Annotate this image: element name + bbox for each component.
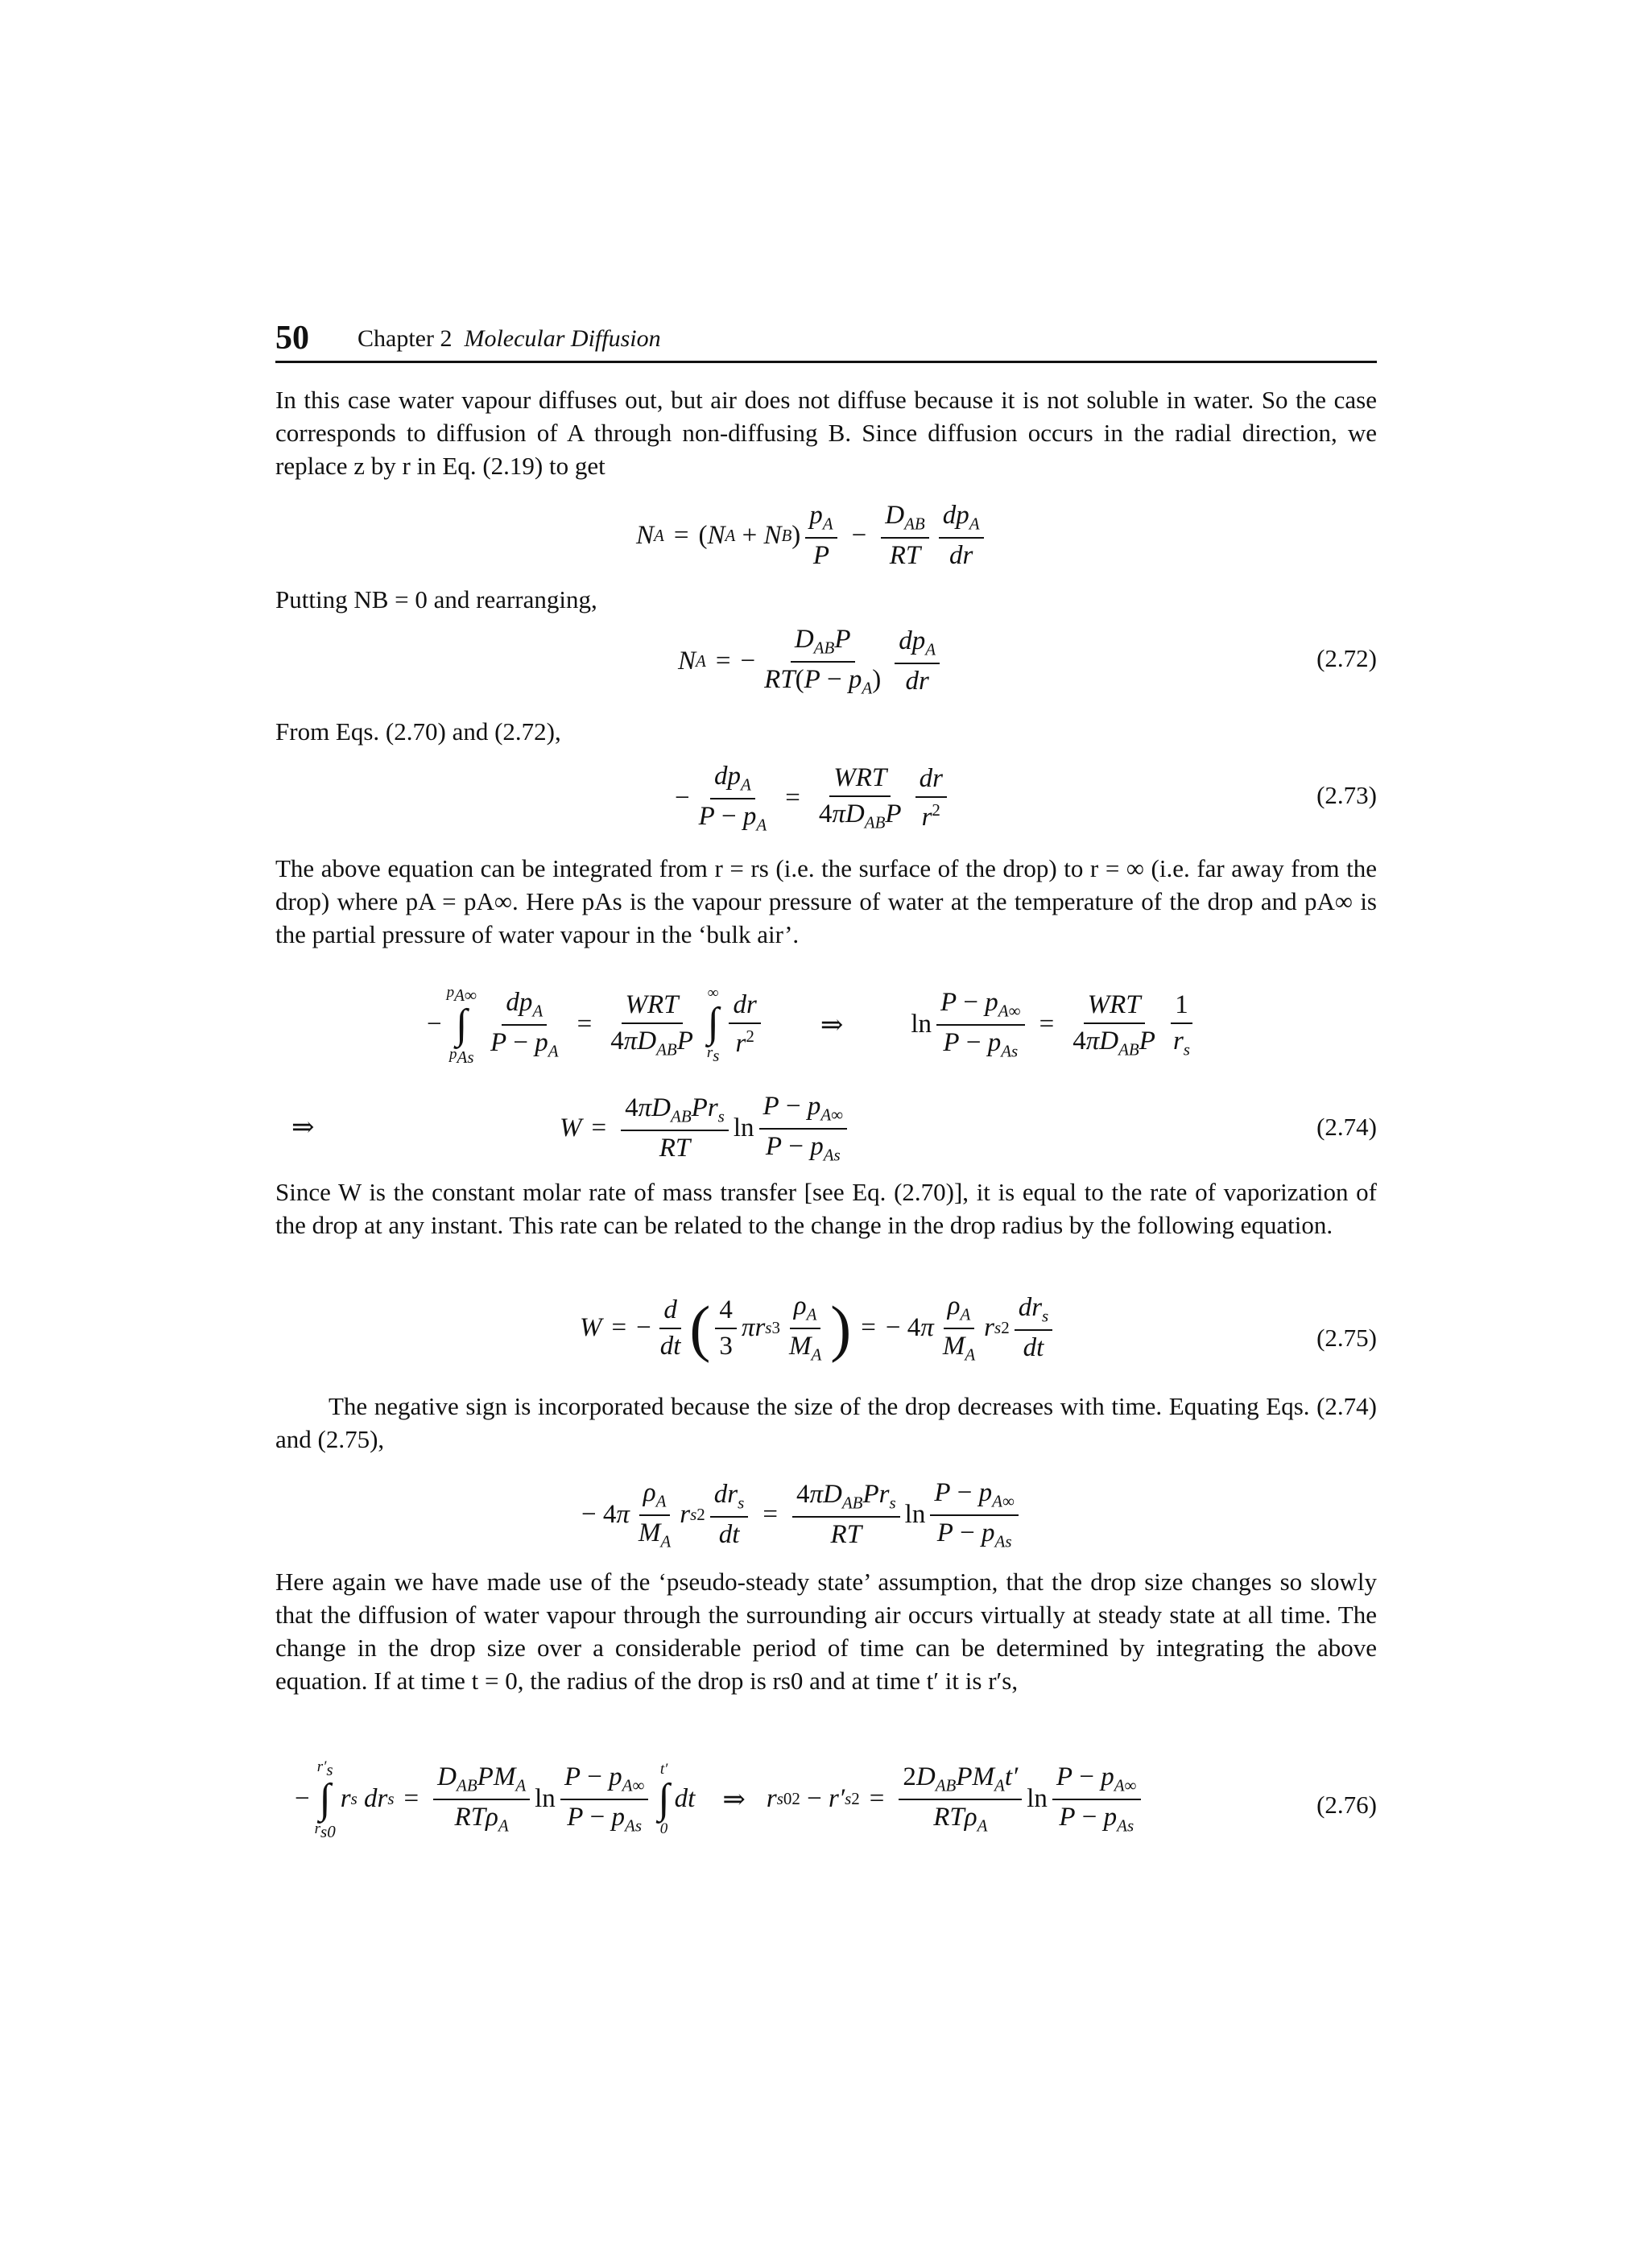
implies-arrow: ⇒ <box>820 1010 844 1040</box>
equation-equated: − 4 π $\frac{\rho_A}{M_A}$ r s 2 $\frac{dr_s}{dt}$ = $\frac{4\pi D_{AB}Pr_s}{RT}$ ln $\frac{P - p_{A\infty}}{P - p_{As}}$ <box>581 1478 1023 1551</box>
equation-2-76: − $r'_s$ ∫ $r_{s0}$ r s dr s = $\frac{D_{AB}PM_A}{RT\rho_A}$ ln $\frac{P - p_{A\infty}}{P - p_{As}}$ t′ ∫ 0 dt ⇒ r s0 2 − r′ s 2 = $\frac{2D_{AB}PM_At'}{RT\rho_A}$ ln $\frac{P - p_{A\infty}}{P - p_{As}}$ <box>295 1758 1146 1840</box>
implies-arrow: ⇒ <box>291 1113 315 1142</box>
paragraph-5: Since W is the constant molar rate of mass transfer [see Eq. (2.70)], it is equal to the rate of vaporization of the drop at any instant. This rate can be related to the change in the drop radius by the following equation. <box>275 1178 1377 1239</box>
equation-number: (2.73) <box>1316 781 1377 809</box>
equation-integral: − $p_{A\infty}$ ∫ $p_{As}$ $\frac{dp_A}{P - p_A}$ = $\frac{\text{WRT}}{4\pi D_{AB}P}$ ∞ ∫ $r_s$ $\frac{dr}{r^2}$ ⇒ ln $\frac{P - p_{A\infty}}{P - p_{As}}$ = $\frac{\text{WRT}}{4\pi D_{AB}P}$ $\frac{1}{r_s}$ <box>427 984 1199 1066</box>
integral-sign: t′ ∫ 0 <box>658 1760 670 1837</box>
equation-2-74: W = $\frac{4\pi D_{AB}Pr_s}{RT}$ ln $\frac{P - p_{A\infty}}{P - p_{As}}$ <box>560 1092 852 1165</box>
chapter-label: Chapter 2 Molecular Diffusion <box>357 325 661 352</box>
integral-sign: $p_{A\infty}$ ∫ $p_{As}$ <box>446 984 477 1067</box>
equation-2-75: W = − $\frac{d}{dt}$ ( $\frac{4}{3}$ πr s 3 $\frac{\rho_A}{M_A}$ ) = − 4 π $\frac{\rho_A}{M_A}$ r s 2 $\frac{dr_s}{dt}$ <box>580 1291 1057 1365</box>
equation-number: (2.72) <box>1316 644 1377 672</box>
equation-number: (2.74) <box>1316 1113 1377 1141</box>
chapter-title: Molecular Diffusion <box>464 325 661 352</box>
equation-2-72: N A = − $\frac{D_{AB}P}{RT(P - p_A)}$ $\frac{dp_A}{dr}$ <box>678 625 944 698</box>
paragraph-1: In this case water vapour diffuses out, but air does not diffuse because it is not soluble in water. So the case corresponds to diffusion of A through non-diffusing B. Since diffusion occurs in the radial direction, we replace z by r in Eq. (2.19) to get <box>275 386 1377 480</box>
paragraph-7: Here again we have made use of the ‘pseudo-steady state’ assumption, that the drop size changes so slowly that the diffusion of water vapour through the surrounding air occurs virtually at steady state at all time. The change in the drop size over a considerable period of time can be determined by integrating the above equation. If at time t = 0, the radius of the drop is rs0 and at time t′ it is r′s, <box>275 1568 1377 1695</box>
running-header <box>275 316 1377 363</box>
paragraph-3: From Eqs. (2.70) and (2.72), <box>275 717 561 746</box>
paragraph-4: The above equation can be integrated from r = rs (i.e. the surface of the drop) to r = ∞ (i.e. far away from the drop) where pA = pA∞. Here pAs is the vapour pressure of water at the temperature of the drop and pA∞ is the partial pressure of water vapour in the ‘bulk air’. <box>275 854 1377 948</box>
equation-number: (2.75) <box>1316 1324 1377 1352</box>
integral-sign: ∞ ∫ $r_s$ <box>706 985 720 1066</box>
paragraph-6: The negative sign is incorporated because the size of the drop decreases with time. Equating Eqs. (2.74) and (2.75), <box>275 1392 1377 1453</box>
equation-flux-general: N A = ( N A + N B ) $\frac{p_A}{P}$ − $\frac{D_{AB}}{RT}$ $\frac{dp_A}{dr}$ <box>636 501 989 571</box>
equation-2-73: − $\frac{dp_A}{P - p_A}$ = $\frac{\text{WRT}}{4\pi D_{AB}P}$ $\frac{dr}{r^2}$ <box>675 762 952 835</box>
integral-sign: $r'_s$ ∫ $r_{s0}$ <box>314 1758 336 1841</box>
implies-arrow: ⇒ <box>722 1784 746 1815</box>
paragraph-2: Putting NB = 0 and rearranging, <box>275 585 597 613</box>
page-number: 50 <box>275 320 309 357</box>
equation-number: (2.76) <box>1316 1791 1377 1819</box>
